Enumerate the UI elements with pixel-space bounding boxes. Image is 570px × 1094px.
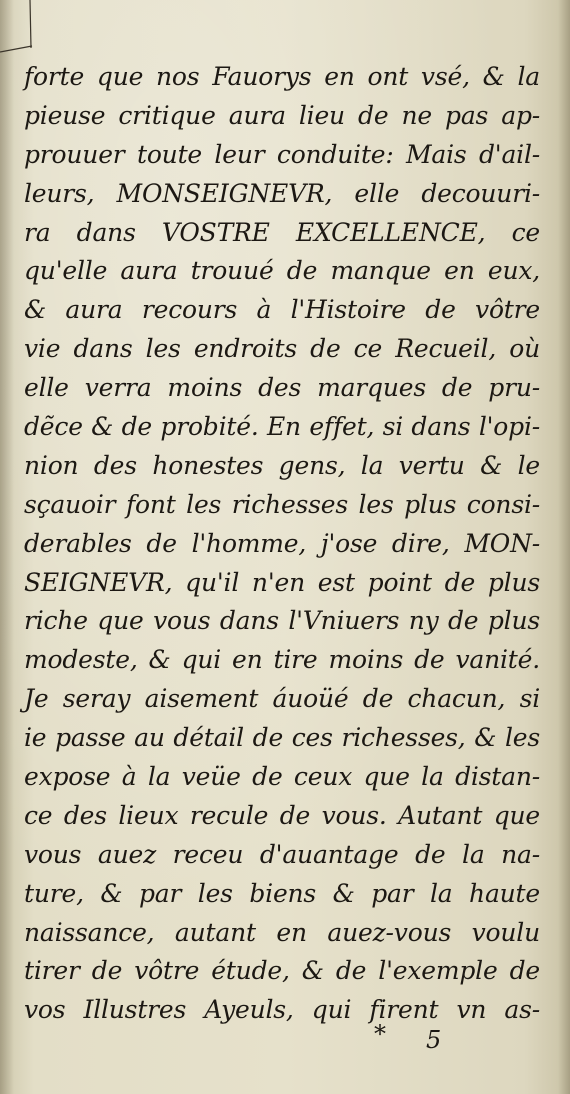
text-line: Je seray aisement áuoüé de chacun, si (24, 684, 540, 714)
text-line: prouuer toute leur conduite: Mais d'ail- (24, 139, 540, 169)
text-line: sçauoir font les richesses les plus consi- (24, 489, 540, 519)
text-line: elle verra moins des marques de pru- (24, 373, 540, 403)
text-line: SEIGNEVR, qu'il n'en est point de plus (24, 567, 540, 597)
text-line: ra dans VOSTRE EXCELLENCE, ce (24, 217, 540, 247)
text-line: ie passe au détail de ces richesses, & les (24, 723, 540, 753)
page-number: 5 (426, 1026, 442, 1054)
text-line: ce des lieux recule de vous. Autant que (24, 800, 540, 830)
text-line: riche que vous dans l'Vniuers ny de plus (24, 606, 540, 636)
text-line: pieuse critique aura lieu de ne pas ap- (24, 100, 540, 130)
text-line: vous auez receu d'auantage de la na- (24, 839, 540, 869)
text-line: tirer de vôtre étude, & de l'exemple de (24, 956, 540, 986)
text-line: forte que nos Fauorys en ont vsé, & la (24, 62, 540, 91)
text-line: dẽce & de probité. En effet, si dans l'opi- (24, 412, 540, 442)
text-block (24, 58, 540, 1030)
text-line: nion des honestes gens, la vertu & le (24, 450, 540, 480)
signature-mark: * (374, 1020, 386, 1048)
text-line: modeste, & qui en tire moins de vanité. (24, 645, 540, 675)
text-line: vos Illustres Ayeuls, qui firent vn as- (24, 995, 540, 1025)
text-line: vie dans les endroits de ce Recueil, où (24, 334, 540, 364)
text-line: leurs, MONSEIGNEVR, elle decouuri- (24, 178, 540, 208)
text-line: qu'elle aura trouué de manque en eux, (24, 256, 540, 286)
text-line: ture, & par les biens & par la haute (24, 878, 540, 908)
text-line: expose à la veüe de ceux que la distan- (24, 762, 540, 792)
text-line: & aura recours à l'Histoire de vôtre (24, 295, 540, 325)
text-line: derables de l'homme, j'ose dire, MON- (24, 528, 540, 558)
signature-footer (374, 1020, 454, 1060)
corner-rule-mark (0, 0, 40, 60)
text-line: naissance, autant en auez-vous voulu (24, 917, 540, 947)
